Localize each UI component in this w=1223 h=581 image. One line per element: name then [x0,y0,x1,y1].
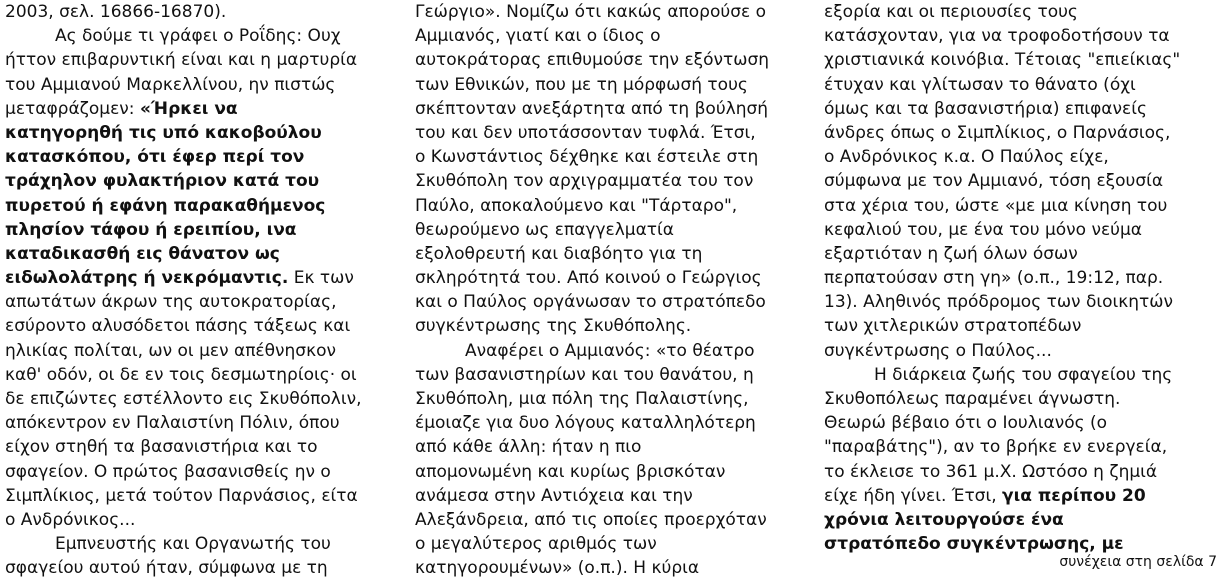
text-run: 13). Αληθινός πρόδρομος των διοικητών [824,292,1174,313]
text-run: σκέπτονταν ανεξάρτητα από τη βούλησή [415,98,769,119]
text-line [5,242,390,266]
text-run: στα χέρια του, ώστε «με μια κίνηση του [824,195,1168,216]
text-line [5,97,390,121]
bold-text-run: πλησίον τάφου ή ερειπίου, ινα [5,219,297,240]
text-run: "παραβάτης"), αν το βρήκε εν ενεργεία, [824,437,1168,458]
text-run: εξολοθρευτή και διαβόητο για τη [415,243,703,264]
text-line [824,97,1219,121]
text-run: Σκυθόπολη, μια πόλη της Παλαιστίνης, [415,389,749,409]
text-line [5,121,390,145]
text-run: μεταφράζομεν: [5,98,140,119]
bold-text-run: για περίπου 20 [1002,485,1146,506]
text-run: ηλικίας πολίται, ων οι μεν απέθνησκον [5,340,336,361]
text-run: και ο Παύλος οργάνωσαν το στρατόπεδο [415,292,766,313]
text-run: χριστιανικά κοινόβια. Τέτοιας "επιείκιας" [824,50,1181,71]
text-run: Θεωρώ βέβαιο ότι ο Ιουλιανός (ο [824,413,1108,434]
text-line [415,24,800,48]
text-line [415,411,800,435]
continuation-note: συνέχεια στη σελίδα 7 [1059,554,1217,570]
text-line [5,0,390,24]
bold-text-run: στρατόπεδο συγκέντρωσης, με [824,534,1124,555]
text-line [5,24,390,48]
text-run: Σιμπλίκιος, μετά τούτον Παρνάσιος, είτα [5,485,358,506]
text-run: έμοιαζε για δυο λόγους καταλληλότερη [415,413,756,434]
text-run: περπατούσαν στη γη» (ο.π., 19:12, παρ. [824,268,1164,289]
text-line [5,556,390,580]
text-line [5,48,390,72]
bold-text-run: ειδωλολάτρης ή νεκρόμαντις. [5,268,289,289]
text-line [824,218,1219,242]
text-run: όμως και τα βασανιστήρια) επιφανείς [824,98,1147,119]
text-run: από κάθε άλλη: ήταν η πιο [415,437,642,458]
text-run: συγκέντρωσης της Σκυθόπολης. [415,316,692,337]
text-line [415,242,800,266]
text-line [415,532,800,556]
text-line [415,169,800,193]
text-run: Εμπνευστής και Οργανωτής του [55,534,331,555]
text-line [415,435,800,459]
text-run: των Εθνικών, που με τη μόρφωσή τους [415,74,748,95]
text-run: άνδρες όπως ο Σιμπλίκιος, ο Παρνάσιος, [824,122,1171,143]
bold-text-run: πυρετού ή εφάνη παρακαθήμενος [5,195,326,216]
text-line [415,508,800,532]
bold-text-run: καταδικασθή εις θάνατον ως [5,243,280,264]
text-line [5,218,390,242]
text-run: σφαγείου αυτού ήταν, σύμφωνα με τη [5,558,328,579]
text-line [5,339,390,363]
text-line [5,73,390,97]
text-run: Εκ των [288,268,354,289]
text-line [824,484,1219,508]
bold-text-run: «Ήρκει να [139,98,238,119]
text-run: Σκυθοπόλεως παραμένει άγνωστη. [824,389,1121,409]
text-run: απομονωμένη και κυρίως βρισκόταν [415,461,726,482]
text-line [824,73,1219,97]
text-run: κεφαλιού του, με ένα του μόνο νεύμα [824,219,1143,240]
text-line [824,339,1219,363]
text-run: Σκυθόπολη τον αρχιγραμματέα του τον [415,171,754,192]
text-line [5,145,390,169]
text-line [5,435,390,459]
text-line [5,363,390,387]
text-line [824,266,1219,290]
text-line [824,121,1219,145]
text-run: 2003, σελ. 16866-16870). [5,2,227,22]
text-line [415,460,800,484]
text-line [415,97,800,121]
text-line [824,145,1219,169]
text-run: εξαρτιόταν η ζωή όλων όσων [824,243,1078,264]
text-run: καθ' οδόν, οι δε εν τοις δεσμωτηρίοις· οι [5,364,357,385]
text-line [824,508,1219,532]
text-run: το έκλεισε το 361 μ.Χ. Ωστόσο η ζημιά [824,461,1158,482]
text-line [824,435,1219,459]
text-run: σύμφωνα με τον Αμμιανό, τόση εξουσία [824,171,1164,192]
text-run: αυτοκράτορας επιθυμούσε την εξόντωση [415,50,770,71]
text-run: εσύροντο αλυσόδετοι πάσης τάξεως και [5,316,351,337]
text-run: Παύλο, αποκαλούμενο και "Τάρταρο", [415,195,738,216]
text-run: είχε ήδη γίνει. Έτσι, [824,485,1003,506]
text-run: ανάμεσα στην Αντιόχεια και την [415,485,693,506]
bold-text-run: τράχηλον φυλακτήριον κατά του [5,171,320,192]
text-line [5,290,390,314]
text-run: σκληρότητά του. Από κοινού ο Γεώργιος [415,268,762,289]
text-run: ήττον επιβαρυντική είναι και η μαρτυρία [5,50,358,71]
text-line [5,266,390,290]
text-line [824,363,1219,387]
text-run: Γεώργιο». Νομίζω ότι κακώς απορούσε ο [415,2,766,22]
column-left [5,0,390,581]
text-line [824,242,1219,266]
text-line [824,411,1219,435]
text-line [5,314,390,338]
text-line [415,266,800,290]
text-line [415,0,800,24]
text-line [824,460,1219,484]
text-line [415,314,800,338]
text-line [5,194,390,218]
text-line [5,460,390,484]
text-line [824,0,1219,24]
text-line [824,290,1219,314]
text-run: απωτάτων άκρων της αυτοκρατορίας, [5,292,337,313]
text-line [5,508,390,532]
text-line [5,411,390,435]
text-line [415,556,800,580]
text-run: είχον στηθή τα βασανιστήρια και το [5,437,318,458]
text-line [415,218,800,242]
text-run: του και δεν υποτάσσονταν τυφλά. Έτσι, [415,122,756,143]
text-run: εξορία και οι περιουσίες τους [824,2,1078,22]
text-line [824,169,1219,193]
text-run: των βασανιστηρίων και του θανάτου, η [415,364,754,385]
text-line [5,169,390,193]
text-run: Ας δούμε τι γράφει ο Ροΐδης: Ουχ [55,26,341,47]
bold-text-run: κατηγορηθή τις υπό κακοβούλου [5,122,322,143]
text-line [5,484,390,508]
text-run: Αλεξάνδρεια, από τις οποίες προερχόταν [415,509,767,530]
text-line [415,121,800,145]
text-line [415,387,800,411]
text-line [415,48,800,72]
text-line [5,387,390,411]
text-line [824,314,1219,338]
text-line [824,194,1219,218]
text-run: θεωρούμενο ως επαγγελματία [415,219,674,240]
text-run: σφαγείον. Ο πρώτος βασανισθείς ην ο [5,461,331,482]
bold-text-run: κατασκόπου, ότι έφερ περί τον [5,147,305,168]
text-line [415,484,800,508]
text-run: δε επιζώντες εστέλλοντο εις Σκυθόπολιν, [5,389,362,409]
text-run: ο Ανδρόνικος κ.α. Ο Παύλος είχε, [824,147,1109,168]
text-run: Η διάρκεια ζωής του σφαγείου της [874,364,1173,385]
text-line [824,48,1219,72]
text-run: έτυχαν και γλίτωσαν το θάνατο (όχι [824,74,1136,95]
text-run: Αναφέρει ο Αμμιανός: «το θέατρο [465,340,755,361]
text-run: κατάσχονταν, για να τροφοδοτήσουν τα [824,26,1170,47]
column-middle [415,0,800,581]
text-line [415,145,800,169]
text-run: απόκεντρον εν Παλαιστίνη Πόλιν, όπου [5,413,340,434]
text-line [824,387,1219,411]
text-line [415,194,800,218]
text-run: Αμμιανός, γιατί και ο ίδιος ο [415,26,661,47]
text-line [824,24,1219,48]
text-run: ο Ανδρόνικος... [5,509,136,530]
text-run: των χιτλερικών στρατοπέδων [824,316,1082,337]
text-line [415,363,800,387]
text-run: του Αμμιανού Μαρκελλίνου, ην πιστώς [5,74,336,95]
text-run: ο Κωνστάντιος δέχθηκε και έστειλε στη [415,147,759,168]
text-run: συγκέντρωσης ο Παύλος... [824,340,1052,361]
bold-text-run: χρόνια λειτουργούσε ένα [824,509,1064,530]
column-right [824,0,1219,556]
text-line [415,73,800,97]
text-line [415,339,800,363]
text-run: ο μεγαλύτερος αριθμός των [415,534,657,555]
text-run: κατηγορουμένων» (ο.π.). Η κύρια [415,558,700,579]
text-line [5,532,390,556]
text-line [415,290,800,314]
